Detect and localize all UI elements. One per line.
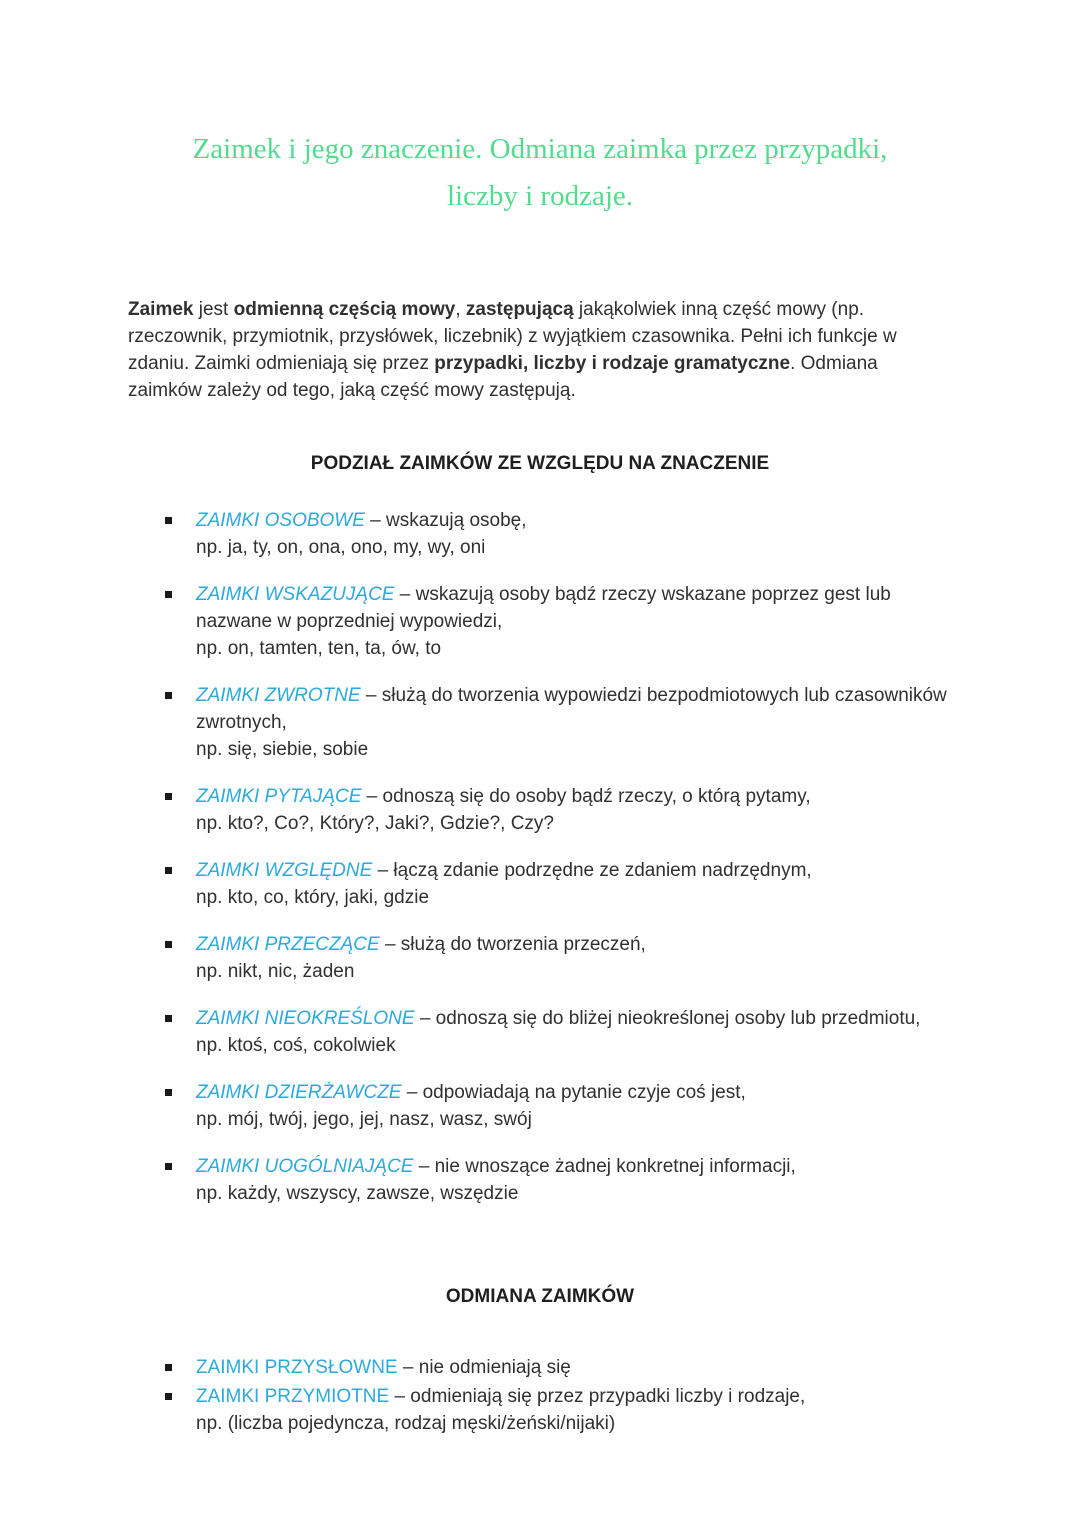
pronoun-list-item	[165, 581, 952, 662]
pronoun-example: np. się, siebie, sobie	[196, 739, 369, 760]
pronoun-description: – wskazują osoby bądź rzeczy wskazane poprzez gest lub nazwane w poprzedniej wypowiedzi,	[196, 584, 891, 632]
pronoun-list-item	[165, 1005, 952, 1059]
bullet-square-icon	[165, 1364, 172, 1371]
list-item-body	[196, 1354, 952, 1381]
list-item-body	[196, 1005, 952, 1059]
list-item-body	[196, 581, 952, 662]
pronoun-term: ZAIMKI WZGLĘDNE	[196, 860, 373, 881]
section2-heading: ODMIANA ZAIMKÓW	[445, 1286, 635, 1307]
bullet-square-icon	[165, 1163, 172, 1170]
pronoun-example: np. kto, co, który, jaki, gdzie	[196, 887, 430, 908]
pronoun-example: np. mój, twój, jego, jej, nasz, wasz, swój	[196, 1109, 532, 1130]
pronoun-example: np. nikt, nic, żaden	[196, 961, 355, 982]
bullet-square-icon	[165, 1089, 172, 1096]
pronoun-term: ZAIMKI NIEOKREŚLONE	[196, 1008, 415, 1029]
list-item-body	[196, 507, 952, 561]
list-item-body	[196, 1383, 952, 1437]
pronoun-example: np. kto?, Co?, Który?, Jaki?, Gdzie?, Czy?	[196, 813, 555, 834]
intro-text: . Odmiana zaimków zależy od tego, jaką część mowy zastępują.	[128, 353, 878, 401]
list-item-body	[196, 783, 952, 837]
bullet-square-icon	[165, 517, 172, 524]
pronoun-list-item	[165, 1354, 952, 1381]
list-item-body	[196, 1153, 952, 1207]
pronoun-term: ZAIMKI ZWROTNE	[196, 685, 361, 706]
pronoun-list-item	[165, 507, 952, 561]
pronoun-description: – nie odmieniają się	[397, 1357, 571, 1378]
pronoun-description: – służą do tworzenia wypowiedzi bezpodmiotowych lub czasowników zwrotnych,	[196, 685, 947, 733]
pronoun-description: – łączą zdanie podrzędne ze zdaniem nadrzędnym,	[372, 860, 812, 881]
pronoun-list-item	[165, 931, 952, 985]
section2-list	[165, 1354, 952, 1437]
pronoun-list-item	[165, 1153, 952, 1207]
intro-bold-text: przypadki, liczby i rodzaje gramatyczne	[434, 353, 791, 374]
pronoun-description: – wskazują osobę,	[364, 510, 527, 531]
intro-bold-text: zastępującą	[465, 299, 574, 320]
bullet-square-icon	[165, 867, 172, 874]
pronoun-list-item	[165, 783, 952, 837]
pronoun-description: – odpowiadają na pytanie czyje coś jest,	[401, 1082, 746, 1103]
bullet-square-icon	[165, 591, 172, 598]
pronoun-example: np. on, tamten, ten, ta, ów, to	[196, 638, 442, 659]
intro-bold-text: odmienną częścią mowy	[233, 299, 456, 320]
intro-text: jest	[193, 299, 234, 320]
section1-list	[165, 507, 952, 1207]
bullet-square-icon	[165, 692, 172, 699]
pronoun-description: – służą do tworzenia przeczeń,	[379, 934, 646, 955]
pronoun-description: – odmieniają się przez przypadki liczby i rodzaje,	[389, 1386, 806, 1407]
bullet-square-icon	[165, 793, 172, 800]
pronoun-term: ZAIMKI PYTAJĄCE	[196, 786, 362, 807]
document-title	[128, 126, 952, 220]
bullet-square-icon	[165, 1015, 172, 1022]
pronoun-term: ZAIMKI DZIERŻAWCZE	[196, 1082, 402, 1103]
pronoun-example: np. (liczba pojedyncza, rodzaj męski/żeński/nijaki)	[196, 1413, 616, 1434]
pronoun-list-item	[165, 857, 952, 911]
list-item-body	[196, 682, 952, 763]
section1-heading: PODZIAŁ ZAIMKÓW ZE WZGLĘDU NA ZNACZENIE	[310, 453, 770, 474]
bullet-square-icon	[165, 1393, 172, 1400]
pronoun-description: – odnoszą się do osoby bądź rzeczy, o którą pytamy,	[361, 786, 811, 807]
pronoun-example: np. każdy, wszyscy, zawsze, wszędzie	[196, 1183, 519, 1204]
intro-bold-text: Zaimek	[128, 299, 194, 320]
list-item-body	[196, 1079, 952, 1133]
pronoun-list-item	[165, 1383, 952, 1437]
pronoun-description: – nie wnoszące żadnej konkretnej informacji,	[413, 1156, 796, 1177]
intro-paragraph	[128, 296, 952, 404]
list-item-body	[196, 857, 952, 911]
pronoun-term: ZAIMKI OSOBOWE	[196, 510, 365, 531]
intro-text: jakąkolwiek inną część mowy (np. rzeczownik, przymiotnik, przysłówek, liczebnik) z wyjątkiem czasownika. Pełni ich funkcje w zdaniu. Zaimki odmieniają się przez	[128, 299, 897, 374]
bullet-square-icon	[165, 941, 172, 948]
intro-text: ,	[455, 299, 466, 320]
list-item-body	[196, 931, 952, 985]
pronoun-term: ZAIMKI PRZECZĄCE	[196, 934, 380, 955]
pronoun-example: np. ktoś, coś, cokolwiek	[196, 1035, 396, 1056]
pronoun-term: ZAIMKI PRZYSŁOWNE	[196, 1357, 398, 1378]
pronoun-term: ZAIMKI WSKAZUJĄCE	[196, 584, 395, 605]
pronoun-description: – odnoszą się do bliżej nieokreślonej osoby lub przedmiotu,	[414, 1008, 921, 1029]
pronoun-list-item	[165, 1079, 952, 1133]
pronoun-term: ZAIMKI UOGÓLNIAJĄCE	[196, 1156, 414, 1177]
pronoun-list-item	[165, 682, 952, 763]
pronoun-example: np. ja, ty, on, ona, ono, my, wy, oni	[196, 537, 486, 558]
pronoun-term: ZAIMKI PRZYMIOTNE	[196, 1386, 390, 1407]
document-title-line-1: Zaimek i jego znaczenie. Odmiana zaimka przez przypadki,	[192, 133, 888, 165]
document-title-line-2: liczby i rodzaje.	[447, 180, 633, 212]
